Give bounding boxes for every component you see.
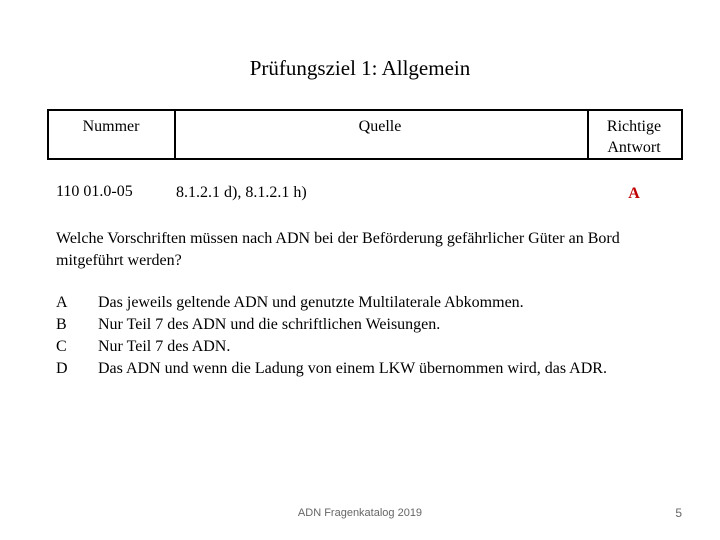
header-nummer: Nummer <box>82 118 140 135</box>
option-text: Nur Teil 7 des ADN und die schriftlichen Weisungen. <box>98 316 441 333</box>
header-richtige-antwort <box>587 116 681 158</box>
option-letter: D <box>56 360 68 377</box>
header-antwort-line-1: Richtige <box>606 118 662 135</box>
question-source: 8.1.2.1 d), 8.1.2.1 h) <box>176 184 307 201</box>
option-b <box>56 314 696 336</box>
option-letter: B <box>56 316 67 333</box>
question-number: 110 01.0-05 <box>56 183 133 200</box>
page-number: 5 <box>675 506 682 520</box>
option-text: Das ADN und wenn die Ladung von einem LKW übernommen wird, das ADR. <box>98 360 607 377</box>
correct-answer: A <box>628 185 640 202</box>
header-quelle: Quelle <box>358 118 402 135</box>
option-c <box>56 336 696 358</box>
answer-options <box>56 292 696 380</box>
header-antwort-line-2: Antwort <box>607 139 661 156</box>
page-title: Prüfungsziel 1: Allgemein <box>249 56 471 80</box>
option-a <box>56 292 696 314</box>
option-letter: A <box>56 294 68 311</box>
option-text: Das jeweils geltende ADN und genutzte Multilaterale Abkommen. <box>98 294 524 311</box>
option-text: Nur Teil 7 des ADN. <box>98 338 231 355</box>
question-text: Welche Vorschriften müssen nach ADN bei der Beförderung gefährlicher Güter an Bord mitgeführt werden? <box>56 230 620 269</box>
option-d <box>56 358 696 380</box>
footer-text: ADN Fragenkatalog 2019 <box>297 507 423 519</box>
option-letter: C <box>56 338 67 355</box>
